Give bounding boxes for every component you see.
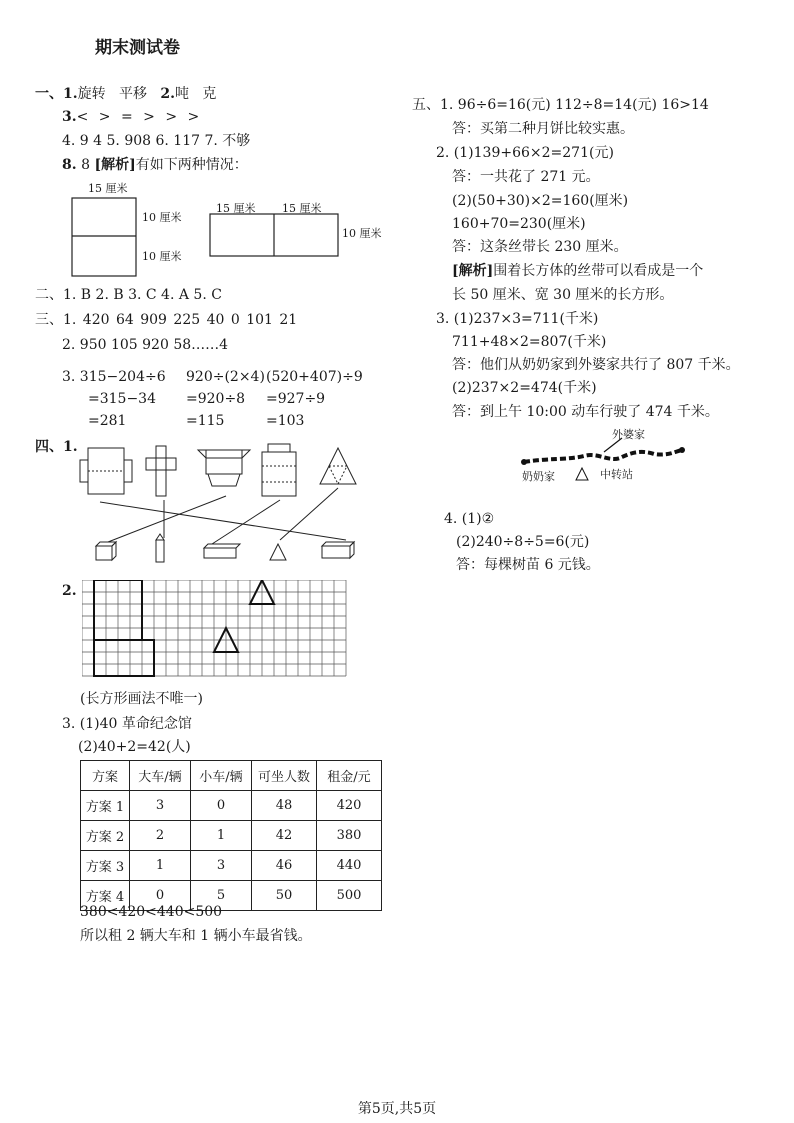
fig-label-10b: 10 厘米: [142, 250, 182, 263]
s1-a: 旋转: [77, 86, 106, 102]
net-2-icon: [146, 446, 176, 496]
s3-c2a: 920÷(2×4): [186, 369, 265, 385]
table-cell: 0: [130, 881, 191, 911]
fig-label-10a: 10 厘米: [142, 211, 182, 224]
net-matching-figure: [76, 440, 366, 570]
net-4-icon: [262, 444, 296, 496]
table-header: 可坐人数: [252, 761, 317, 791]
s1-line4: [62, 156, 248, 174]
table-row: [81, 851, 382, 881]
page-number: 第5页,共5页: [357, 1101, 437, 1117]
table-cell: 50: [252, 881, 317, 911]
s5-l3: 2. (1)139+66×2=271(元): [436, 145, 614, 161]
s4-q3b: (2)40+2=42(人): [78, 739, 191, 755]
table-header: 方案: [81, 761, 130, 791]
grid-figure: [82, 580, 352, 680]
s5-l13: (2)237×2=474(千米): [452, 380, 597, 396]
table-cell: 方案 4: [81, 881, 130, 911]
table-cell: 方案 3: [81, 851, 130, 881]
s4-q3a: 3. (1)40 革命纪念馆: [62, 716, 192, 732]
s2-line: 二、1. B 2. B 3. C 4. A 5. C: [35, 287, 222, 303]
s5-l8: [452, 262, 703, 280]
s5-l11: 711+48×2=807(千米): [452, 334, 607, 350]
s4-q2-label: 2.: [62, 583, 77, 599]
s3-c1b: =315−34: [88, 391, 156, 407]
s5-l6: 160+70=230(厘米): [452, 216, 586, 232]
rental-plan-table: [80, 760, 382, 911]
table-cell: 3: [191, 851, 252, 881]
s1-l4-num: 8.: [62, 157, 77, 173]
s3-c3c: =103: [266, 413, 305, 429]
table-row: [81, 791, 382, 821]
s1-l4-val: 8: [81, 157, 90, 173]
s5-l17: 答：每棵树苗 6 元钱。: [456, 557, 600, 573]
table-cell: 500: [317, 881, 382, 911]
table-cell: 440: [317, 851, 382, 881]
table-cell: 46: [252, 851, 317, 881]
table-cell: 5: [191, 881, 252, 911]
table-header: 小车/辆: [191, 761, 252, 791]
s4-conclusion: 所以租 2 辆大车和 1 辆小车最省钱。: [80, 928, 312, 944]
table-cell: 380: [317, 821, 382, 851]
map-label-nainai: 奶奶家: [522, 470, 555, 483]
s5-l14: 答：到上午 10:00 动车行驶了 474 千米。: [452, 404, 719, 420]
s3-line2: 2. 950 105 920 58……4: [62, 337, 229, 353]
fig-label-15b: 15 厘米: [216, 202, 256, 215]
table-cell: 48: [252, 791, 317, 821]
fig-label-10c: 10 厘米: [342, 227, 382, 240]
table-cell: 方案 1: [81, 791, 130, 821]
s1-l2-text: < > = > > >: [76, 109, 200, 125]
s3-c2c: =115: [186, 413, 225, 429]
table-header: 租金/元: [317, 761, 382, 791]
s3-c2b: =920÷8: [186, 391, 246, 407]
s1-l4-tag: [解析]: [94, 157, 136, 173]
s5-l15: 4. (1)②: [444, 511, 495, 527]
page-title: 期末测试卷: [95, 38, 180, 58]
s3-c3a: (520+407)÷9: [266, 369, 363, 385]
s5-l4: 答：一共花了 271 元。: [452, 169, 600, 185]
s1-line2: [62, 108, 199, 126]
table-cell: 42: [252, 821, 317, 851]
s4-label: 四、1.: [35, 439, 78, 455]
table-cell: 3: [130, 791, 191, 821]
map-label-waipo: 外婆家: [612, 428, 645, 441]
net-5-icon: [320, 448, 356, 484]
s5-l8-text: 围着长方体的丝带可以看成是一个: [493, 263, 704, 279]
s5-l16: (2)240÷8÷5=6(元): [456, 534, 590, 550]
net-1-icon: [80, 448, 132, 494]
s1-c-num: 2.: [160, 86, 175, 102]
s5-l5: (2)(50+30)×2=160(厘米): [452, 193, 629, 209]
s1-b: 平移: [118, 86, 147, 102]
table-cell: 0: [191, 791, 252, 821]
table-cell: 2: [130, 821, 191, 851]
solids-icons: [96, 534, 354, 562]
s1-l4-text: 有如下两种情况：: [135, 157, 248, 173]
s3-c3b: =927÷9: [266, 391, 326, 407]
s1-l2-num: 3.: [62, 109, 77, 125]
table-cell: 420: [317, 791, 382, 821]
s3-c1a: 3. 315−204÷6: [62, 369, 166, 385]
s5-l7: 答：这条丝带长 230 厘米。: [452, 239, 628, 255]
table-cell: 方案 2: [81, 821, 130, 851]
s3-line1: 三、1. 420 64 909 225 40 0 101 21: [35, 312, 298, 328]
s4-compare: 380<420<440<500: [80, 904, 223, 920]
s1-d: 克: [202, 86, 217, 102]
net-3-icon: [198, 450, 250, 486]
map-label-zhongzhuan: 中转站: [600, 468, 633, 481]
s3-c1c: =281: [88, 413, 127, 429]
table-cell: 1: [191, 821, 252, 851]
table-header: 大车/辆: [130, 761, 191, 791]
s1-line1: [35, 85, 216, 103]
s5-l2: 答：买第二种月饼比较实惠。: [452, 121, 634, 137]
s5-l8-tag: [解析]: [452, 263, 494, 279]
s5-l9: 长 50 厘米、宽 30 厘米的长方形。: [452, 287, 674, 303]
s1-c: 吨: [174, 86, 189, 102]
s1-line3: 4. 9 4 5. 908 6. 117 7. 不够: [62, 133, 251, 149]
s1-label: 一、1.: [35, 86, 78, 102]
s5-l1: 五、1. 96÷6=16(元) 112÷8=14(元) 16>14: [412, 97, 709, 113]
matching-lines: [100, 488, 346, 544]
table-row: [81, 821, 382, 851]
s5-l12: 答：他们从奶奶家到外婆家共行了 807 千米。: [452, 357, 740, 373]
fig-label-15a: 15 厘米: [88, 182, 128, 195]
table-cell: 1: [130, 851, 191, 881]
s5-l10: 3. (1)237×3=711(千米): [436, 311, 599, 327]
fig-label-15c: 15 厘米: [282, 202, 322, 215]
s4-note: (长方形画法不唯一): [80, 691, 203, 707]
table-header-row: [81, 761, 382, 791]
